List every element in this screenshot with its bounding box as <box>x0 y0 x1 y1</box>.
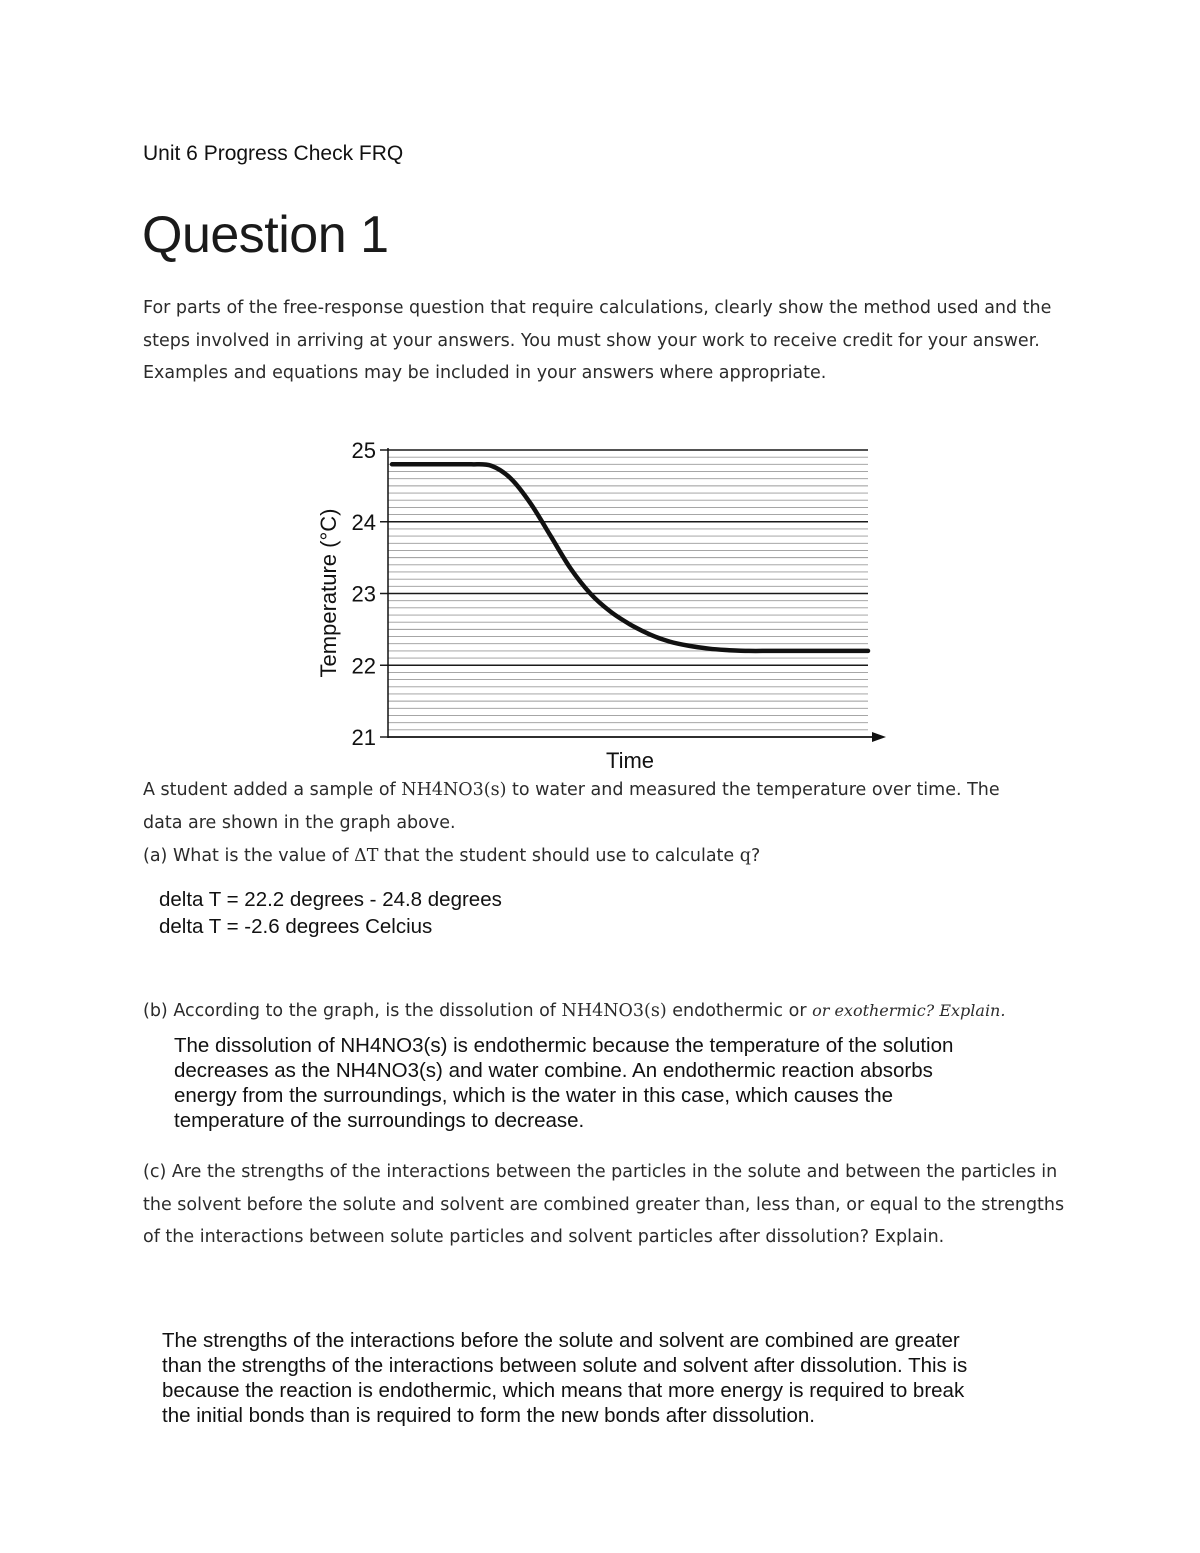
part-b-pre: (b) According to the graph, is the dissolution of <box>143 1001 562 1021</box>
intro-post: to water and measured the temperature over time. The <box>506 780 1000 800</box>
x-axis-label: Time <box>605 748 655 773</box>
part-c-answer-line: The strengths of the interactions before the solute and solvent are combined are greater <box>162 1329 960 1352</box>
part-b-answer-line: energy from the surroundings, which is the water in this case, which causes the <box>174 1084 893 1107</box>
part-a-answer-line: delta T = 22.2 degrees - 24.8 degrees <box>159 888 502 911</box>
x-axis-arrowhead <box>872 732 886 742</box>
part-a-pre: (a) What is the value of <box>143 846 355 866</box>
chart-gridlines <box>380 450 868 737</box>
intro-pre: A student added a sample of <box>143 780 402 800</box>
y-tick-label: 24 <box>351 509 376 535</box>
part-b-answer <box>174 1033 953 1133</box>
part-b-formula: NH4NO3(s) <box>561 1001 667 1021</box>
y-axis-label: Temperature (°C) <box>316 508 341 678</box>
y-tick-label: 22 <box>351 653 376 679</box>
part-b-italic: or exothermic? Explain. <box>812 1001 1006 1020</box>
y-tick-labels <box>352 438 376 750</box>
part-c-answer <box>162 1328 967 1428</box>
part-b-mid: endothermic or <box>666 1001 813 1021</box>
part-b-answer-line: decreases as the NH4NO3(s) and water combine. An endothermic reaction absorbs <box>174 1059 933 1082</box>
y-tick-label: 21 <box>351 725 376 750</box>
y-tick-label: 23 <box>351 581 376 607</box>
part-c-answer-line: the initial bonds than is required to form the new bonds after dissolution. <box>162 1404 815 1427</box>
part-b-question <box>143 1001 1005 1021</box>
part-b-answer-line: temperature of the surroundings to decrease. <box>174 1109 585 1132</box>
intro-line-2: data are shown in the graph above. <box>143 813 456 833</box>
part-a-question <box>143 846 760 866</box>
part-a-answer <box>159 887 502 939</box>
part-a-mid: that the student should use to calculate <box>378 846 740 866</box>
part-c-answer-line: because the reaction is endothermic, which means that more energy is required to break <box>162 1379 965 1402</box>
document-title: Unit 6 Progress Check FRQ <box>143 142 404 165</box>
part-c-answer-line: than the strengths of the interactions between solute and solvent after dissolution. This is <box>162 1354 968 1377</box>
part-b-answer-line: The dissolution of NH4NO3(s) is endothermic because the temperature of the solution <box>174 1034 954 1057</box>
y-tick-label: 25 <box>351 438 376 463</box>
intro-formula: NH4NO3(s) <box>401 780 507 800</box>
part-c-question: (c) Are the strengths of the interactions between the particles in the solute and between the particles in the solvent before the solute and solvent are combined greater than, less than, or equal to the strengths of the interactions between solute particles and solvent particles after dissolution? Explain. <box>143 1162 1065 1247</box>
question-heading: Question 1 <box>142 206 389 264</box>
delta-t-symbol: ΔT <box>354 846 379 866</box>
temperature-chart <box>300 428 900 773</box>
intro-line-1 <box>143 780 1000 800</box>
instructions-paragraph: For parts of the free-response question that require calculations, clearly show the method used and the steps involved in arriving at your answers. You must show your work to receive credit for your answer. Examples and equations may be included in your answers where appropriate. <box>143 298 1052 383</box>
q-symbol: q <box>739 846 751 866</box>
part-a-answer-line: delta T = -2.6 degrees Celcius <box>159 915 433 938</box>
part-a-post: ? <box>750 846 761 866</box>
